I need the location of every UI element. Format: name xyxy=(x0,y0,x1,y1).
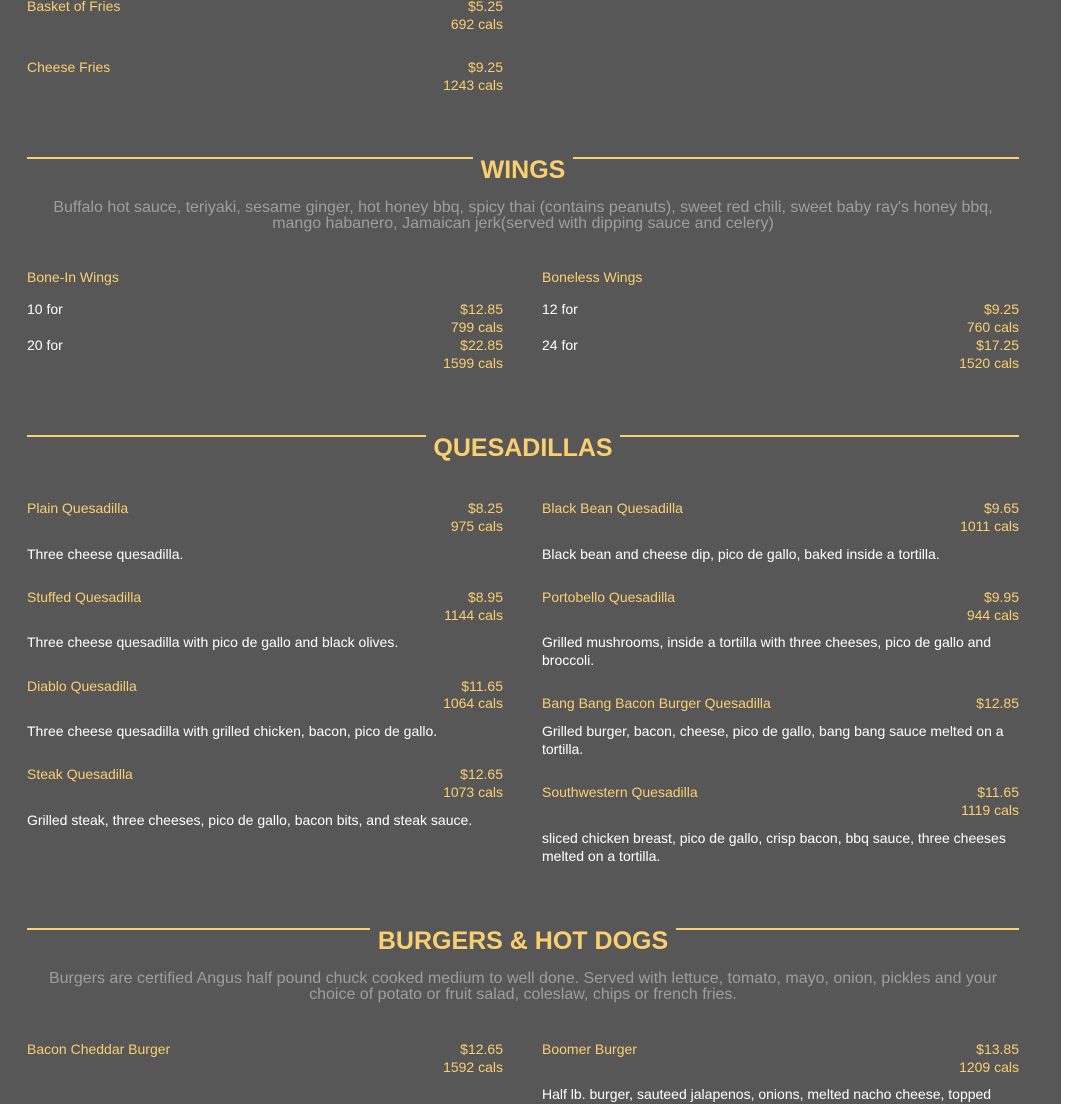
item-cals: 1599 cals xyxy=(443,355,503,371)
item-name: Plain Quesadilla xyxy=(27,500,129,516)
item-price: $11.65 xyxy=(461,678,503,694)
item-name: Bang Bang Bacon Burger Quesadilla xyxy=(542,695,771,711)
item-name: Boneless Wings xyxy=(542,269,643,285)
item-price: $22.85 xyxy=(460,337,503,353)
item-name: Stuffed Quesadilla xyxy=(27,589,142,605)
item-cals: 1243 cals xyxy=(443,77,503,93)
item-price: $12.85 xyxy=(460,301,503,317)
item-price: $12.65 xyxy=(460,1041,503,1057)
size-label: 12 for xyxy=(542,301,578,317)
item-description: Grilled burger, bacon, cheese, pico de gallo, bang bang sauce melted on a tortilla. xyxy=(542,723,1004,757)
item-cals: 975 cals xyxy=(450,518,503,534)
item-price: $9.65 xyxy=(983,500,1019,516)
item-price: $9.95 xyxy=(983,589,1019,605)
item-name: Steak Quesadilla xyxy=(27,766,133,782)
item-price: $5.25 xyxy=(467,0,503,14)
item-price: $9.25 xyxy=(467,59,503,75)
item-cals: 1209 cals xyxy=(959,1059,1019,1075)
item-cals: 1144 cals xyxy=(444,607,503,623)
item-description: Three cheese quesadilla with pico de gallo and black olives. xyxy=(27,634,399,650)
item-name: Basket of Fries xyxy=(27,0,121,14)
size-label: 10 for xyxy=(27,301,63,317)
item-name: Southwestern Quesadilla xyxy=(542,784,698,800)
item-name: Bone-In Wings xyxy=(27,269,119,285)
item-name: Bacon Cheddar Burger xyxy=(27,1041,171,1057)
section-rule-left xyxy=(27,435,426,437)
item-name: Portobello Quesadilla xyxy=(542,589,676,605)
section-rule-right xyxy=(620,435,1019,437)
item-description: Black bean and cheese dip, pico de gallo, baked inside a tortilla. xyxy=(542,546,940,562)
item-cals: 1119 cals xyxy=(961,802,1019,818)
item-cals: 1592 cals xyxy=(443,1059,503,1075)
item-cals: 1064 cals xyxy=(443,695,503,711)
item-price: $9.25 xyxy=(983,301,1019,317)
item-price: $12.65 xyxy=(460,766,503,782)
section-description: Buffalo hot sauce, teriyaki, sesame ginger, hot honey bbq, spicy thai (contains peanuts), sweet red chili, sweet baby ray's honey bbq, mango habanero, Jamaican jerk(served with dipping sauce and celery) xyxy=(53,199,993,232)
item-price: $8.25 xyxy=(467,500,503,516)
item-description: sliced chicken breast, pico de gallo, crisp bacon, bbq sauce, three cheeses melted on a tortilla. xyxy=(542,830,1006,864)
size-label: 20 for xyxy=(27,337,63,353)
item-description: Half lb. burger, sauteed jalapenos, onions, melted nacho cheese, topped xyxy=(542,1086,992,1102)
section-rule-right xyxy=(676,928,1019,930)
item-description: Three cheese quesadilla with grilled chicken, bacon, pico de gallo. xyxy=(27,723,438,739)
item-name: Diablo Quesadilla xyxy=(27,678,137,694)
section-rule-right xyxy=(573,157,1019,159)
item-description: Grilled steak, three cheeses, pico de gallo, bacon bits, and steak sauce. xyxy=(27,812,473,828)
section-heading-quesadillas: QUESADILLAS xyxy=(433,434,613,462)
item-cals: 1073 cals xyxy=(443,784,503,800)
item-price: $13.85 xyxy=(976,1041,1019,1057)
item-cals: 1520 cals xyxy=(959,355,1019,371)
item-price: $11.65 xyxy=(977,784,1019,800)
item-name: Boomer Burger xyxy=(542,1041,637,1057)
item-description: Grilled mushrooms, inside a tortilla with three cheeses, pico de gallo and broccoli. xyxy=(542,634,992,668)
section-rule-left xyxy=(27,928,370,930)
item-description: Three cheese quesadilla. xyxy=(27,546,184,562)
item-cals: 760 cals xyxy=(966,319,1019,335)
section-heading-wings: WINGS xyxy=(480,156,566,184)
item-cals: 692 cals xyxy=(450,16,503,32)
size-label: 24 for xyxy=(542,337,578,353)
item-price: $12.85 xyxy=(976,695,1019,711)
item-cals: 799 cals xyxy=(450,319,503,335)
item-cals: 944 cals xyxy=(966,607,1019,623)
item-cals: 1011 cals xyxy=(960,518,1019,534)
item-price: $8.95 xyxy=(467,589,503,605)
section-rule-left xyxy=(27,157,473,159)
item-name: Cheese Fries xyxy=(27,59,111,75)
section-heading-burgers: BURGERS & HOT DOGS xyxy=(377,927,669,955)
item-name: Black Bean Quesadilla xyxy=(542,500,683,516)
section-description: Burgers are certified Angus half pound chuck cooked medium to well done. Served with lettuce, tomato, mayo, onion, pickles and your choice of potato or fruit salad, coleslaw, chips or french fries. xyxy=(48,970,998,1003)
item-price: $17.25 xyxy=(976,337,1019,353)
